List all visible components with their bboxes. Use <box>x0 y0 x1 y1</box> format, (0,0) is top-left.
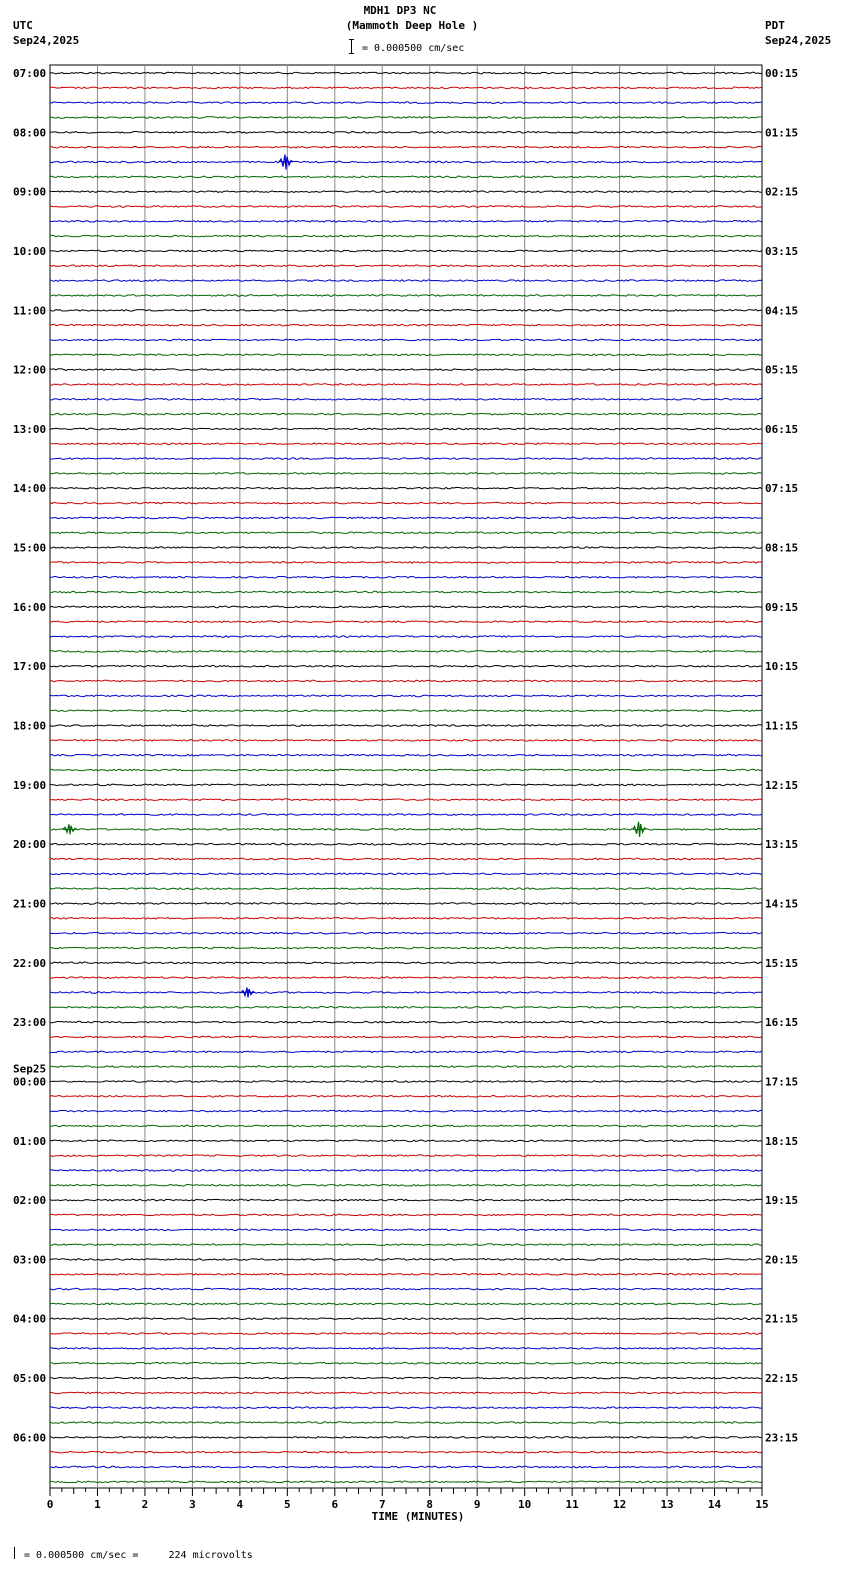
trace-line <box>50 413 762 415</box>
left-hour-label: 14:00 <box>13 482 47 496</box>
trace-line <box>50 221 762 223</box>
trace-line <box>50 665 762 667</box>
trace-line <box>50 191 762 193</box>
trace-line <box>50 1481 762 1483</box>
left-hour-label: 13:00 <box>13 422 47 436</box>
trace-line <box>50 1155 762 1157</box>
trace-line <box>50 1392 762 1394</box>
left-date-label: Sep25 <box>13 1062 47 1076</box>
right-hour-label: 05:15 <box>765 363 799 377</box>
trace-line <box>50 102 762 104</box>
trace-line <box>50 117 762 119</box>
left-hour-label: 19:00 <box>13 778 47 792</box>
trace-line <box>50 1007 762 1009</box>
trace-line <box>50 1422 762 1424</box>
right-hour-label: 13:15 <box>765 838 799 852</box>
trace-line <box>50 1437 762 1439</box>
trace-line <box>50 399 762 401</box>
right-hour-label: 21:15 <box>765 1312 799 1326</box>
trace-line <box>50 1407 762 1409</box>
trace-line <box>50 1348 762 1350</box>
trace-line <box>50 621 762 623</box>
trace-line <box>50 947 762 949</box>
trace-line <box>50 265 762 267</box>
trace-line <box>50 606 762 608</box>
trace-line <box>50 1259 762 1261</box>
trace-line <box>50 680 762 682</box>
left-hour-label: 04:00 <box>13 1312 47 1326</box>
trace-line <box>50 576 762 578</box>
right-timezone: PDT <box>765 19 785 32</box>
trace-line <box>50 888 762 890</box>
trace-line <box>50 814 762 816</box>
x-tick-label: 4 <box>236 1498 244 1511</box>
trace-line <box>50 562 762 564</box>
left-hour-label: 06:00 <box>13 1431 47 1445</box>
trace-line <box>50 1333 762 1335</box>
trace-line <box>50 1318 762 1320</box>
right-hour-label: 19:15 <box>765 1194 799 1208</box>
trace-line <box>50 206 762 208</box>
trace-line <box>50 769 762 771</box>
left-hour-label: 00:00 <box>13 1075 47 1089</box>
trace-line <box>50 547 762 549</box>
trace-line <box>50 1051 762 1053</box>
trace-line <box>50 651 762 653</box>
trace-line <box>50 1096 762 1098</box>
right-hour-label: 08:15 <box>765 541 799 555</box>
scale-label: = 0.000500 cm/sec <box>362 43 465 54</box>
right-hour-label: 16:15 <box>765 1016 799 1030</box>
trace-line <box>50 754 762 756</box>
trace-line <box>50 1273 762 1275</box>
trace-line <box>50 858 762 860</box>
trace-line <box>50 458 762 460</box>
trace-line <box>50 369 762 371</box>
left-hour-label: 22:00 <box>13 956 47 970</box>
trace-line <box>50 295 762 297</box>
left-hour-label: 05:00 <box>13 1372 47 1385</box>
right-hour-label: 17:15 <box>765 1075 799 1089</box>
x-tick-label: 2 <box>141 1498 149 1511</box>
trace-line <box>50 354 762 356</box>
footer-scale-note: = 0.000500 cm/sec = 224 microvolts <box>24 1550 253 1561</box>
trace-line <box>50 725 762 727</box>
trace-line <box>50 1451 762 1453</box>
event-spike <box>279 155 293 170</box>
right-hour-label: 07:15 <box>765 482 799 496</box>
trace-line <box>50 250 762 252</box>
footer-scale-icon <box>14 1547 15 1559</box>
trace-line <box>50 1214 762 1216</box>
trace-line <box>50 1125 762 1127</box>
left-hour-label: 09:00 <box>13 185 47 199</box>
left-hour-label: 15:00 <box>13 541 47 555</box>
station-title: MDH1 DP3 NC <box>363 4 437 17</box>
trace-line <box>50 932 762 934</box>
right-hour-label: 06:15 <box>765 422 799 436</box>
trace-line <box>50 428 762 430</box>
right-hour-label: 18:15 <box>765 1134 799 1148</box>
x-tick-label: 10 <box>518 1498 532 1511</box>
trace-line <box>50 1303 762 1305</box>
left-hour-label: 03:00 <box>13 1253 47 1267</box>
trace-line <box>50 517 762 519</box>
trace-line <box>50 146 762 148</box>
right-hour-label: 03:15 <box>765 245 799 258</box>
trace-line <box>50 384 762 386</box>
left-hour-label: 17:00 <box>13 660 47 674</box>
trace-line <box>50 784 762 786</box>
right-hour-label: 15:15 <box>765 956 799 970</box>
trace-line <box>50 324 762 326</box>
x-tick-label: 12 <box>612 1498 627 1511</box>
trace-line <box>50 443 762 445</box>
trace-line <box>50 1185 762 1187</box>
trace-line <box>50 1244 762 1246</box>
right-hour-label: 20:15 <box>765 1253 799 1267</box>
trace-line <box>50 918 762 920</box>
trace-line <box>50 473 762 475</box>
trace-line <box>50 161 762 163</box>
right-hour-label: 11:15 <box>765 719 799 733</box>
x-tick-label: 3 <box>189 1498 196 1511</box>
x-tick-label: 11 <box>565 1498 579 1511</box>
x-tick-label: 7 <box>378 1498 386 1511</box>
trace-line <box>50 1199 762 1201</box>
left-hour-label: 01:00 <box>13 1134 47 1148</box>
right-hour-label: 22:15 <box>765 1372 799 1385</box>
right-hour-label: 23:15 <box>765 1431 799 1445</box>
trace-line <box>50 1021 762 1023</box>
trace-line <box>50 532 762 534</box>
x-tick-label: 13 <box>660 1498 674 1511</box>
trace-line <box>50 1110 762 1112</box>
x-tick-label: 15 <box>755 1498 769 1511</box>
left-hour-label: 21:00 <box>13 897 47 911</box>
x-tick-label: 6 <box>331 1498 339 1511</box>
right-hour-label: 10:15 <box>765 660 799 674</box>
trace-line <box>50 1081 762 1083</box>
trace-line <box>50 1170 762 1172</box>
x-tick-label: 1 <box>94 1498 101 1511</box>
trace-line <box>50 843 762 845</box>
trace-line <box>50 235 762 237</box>
x-tick-label: 0 <box>46 1498 54 1511</box>
trace-line <box>50 87 762 89</box>
trace-line <box>50 72 762 74</box>
x-tick-label: 9 <box>473 1498 481 1511</box>
trace-line <box>50 280 762 282</box>
trace-line <box>50 1288 762 1290</box>
trace-line <box>50 710 762 712</box>
right-hour-label: 02:15 <box>765 185 799 199</box>
left-hour-label: 23:00 <box>13 1016 47 1030</box>
trace-line <box>50 1377 762 1379</box>
trace-line <box>50 176 762 178</box>
trace-line <box>50 740 762 742</box>
x-tick-label: 14 <box>707 1498 722 1511</box>
station-location: (Mammoth Deep Hole ) <box>345 19 479 32</box>
left-hour-label: 08:00 <box>13 126 47 140</box>
left-hour-label: 07:00 <box>13 67 47 80</box>
left-hour-label: 12:00 <box>13 363 47 377</box>
trace-line <box>50 132 762 134</box>
trace-line <box>50 591 762 593</box>
trace-line <box>50 1466 762 1468</box>
trace-line <box>50 799 762 801</box>
trace-line <box>50 903 762 905</box>
x-axis-label: TIME (MINUTES) <box>371 1510 465 1523</box>
x-tick-label: 5 <box>284 1498 291 1511</box>
trace-line <box>50 695 762 697</box>
left-date: Sep24,2025 <box>13 34 80 47</box>
trace-line <box>50 310 762 312</box>
right-hour-label: 09:15 <box>765 600 799 614</box>
trace-line <box>50 962 762 964</box>
trace-line <box>50 873 762 875</box>
trace-line <box>50 1229 762 1231</box>
left-timezone: UTC <box>13 19 33 32</box>
trace-line <box>50 829 762 831</box>
trace-line <box>50 1036 762 1038</box>
trace-line <box>50 502 762 504</box>
trace-line <box>50 1362 762 1364</box>
right-hour-label: 04:15 <box>765 304 799 318</box>
right-date: Sep24,2025 <box>765 34 832 47</box>
trace-line <box>50 1140 762 1142</box>
left-hour-label: 16:00 <box>13 600 47 614</box>
trace-line <box>50 339 762 341</box>
left-hour-label: 20:00 <box>13 838 47 852</box>
right-hour-label: 12:15 <box>765 778 799 792</box>
left-hour-label: 02:00 <box>13 1194 47 1208</box>
right-hour-label: 14:15 <box>765 897 799 911</box>
trace-line <box>50 487 762 489</box>
right-hour-label: 01:15 <box>765 126 799 140</box>
left-hour-label: 11:00 <box>13 304 47 318</box>
right-hour-label: 00:15 <box>765 67 799 80</box>
trace-line <box>50 1066 762 1068</box>
trace-line <box>50 977 762 979</box>
x-tick-label: 8 <box>426 1498 434 1511</box>
left-hour-label: 18:00 <box>13 719 47 733</box>
left-hour-label: 10:00 <box>13 245 47 258</box>
trace-line <box>50 992 762 994</box>
trace-line <box>50 636 762 638</box>
